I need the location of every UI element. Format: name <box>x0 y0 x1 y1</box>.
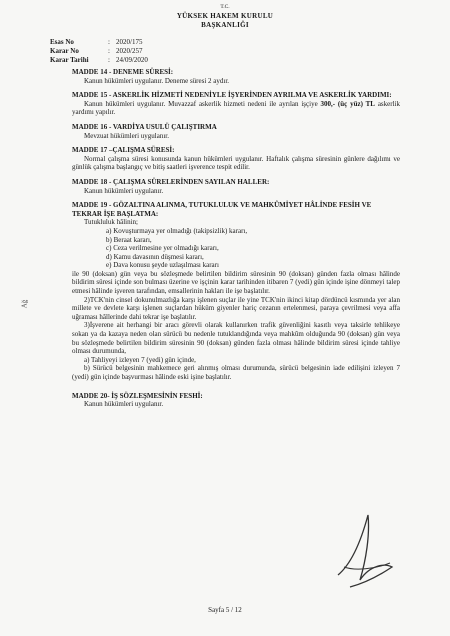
text-span: Kanun hükümleri uygulanır. Muvazzaf askerlik hizmeti nedeni ile ayrılan işçiye <box>84 99 321 108</box>
section-text-m15 <box>72 100 400 117</box>
section-text-m17: Normal çalışma süresi konusunda kanun hükümleri uygulanır. Haftalık çalışma süresinin günlere dağılımı ve günlük çalışma başlangıç ve bitiş saatleri işverence tespit edilir. <box>72 154 400 172</box>
meta-value: 2020/257 <box>116 47 143 55</box>
list-item: b) Beraat kararı, <box>106 235 152 244</box>
list-item: e) Dava konusu şeyde uzlaşılması kararı <box>106 261 219 270</box>
meta-colon: : <box>108 56 110 64</box>
meta-key: Esas No <box>50 38 74 46</box>
section-text-m20: Kanun hükümleri uygulanır. <box>84 400 164 409</box>
meta-key: Karar Tarihi <box>50 56 89 64</box>
page-number: Sayfa 5 / 12 <box>208 606 242 614</box>
meta-row <box>50 47 148 56</box>
section-paragraph: 3)İşverene ait herhangi bir aracı görevli olarak kullanırken trafik güvenliğini kasıtlı veya taksirle tehlikeye sokan ya da kazaya neden olan sürücü bu nedenle tutuklandığında veya mahkûm olduğunda 90 (doksan) gün veya bu sözleşmede belirtilen bildirim süresinin 90 (doksan) günden fazla olması hâlinde bildirim süresi içinde tahliye olması durumunda, <box>72 321 400 356</box>
section-intro-m19: Tutukluluk hâlinin; <box>84 218 139 227</box>
document-header <box>0 3 450 30</box>
list-item: a) Kovuşturmaya yer olmadığı (takipsizlik) kararı, <box>106 226 248 235</box>
meta-key: Karar No <box>50 47 79 55</box>
meta-row <box>50 56 148 65</box>
list-item: a) Tahliyeyi izleyen 7 (yedi) gün içinde, <box>84 355 196 364</box>
section-text-m16: Mevzuat hükümleri uygulanır. <box>84 131 169 140</box>
section-title-m18: MADDE 18 - ÇALIŞMA SÜRELERİNDEN SAYILAN HALLER: <box>72 177 270 186</box>
amount-text: 300,- (üç yüz) TL <box>320 99 375 108</box>
section-paragraph: ile 90 (doksan) gün veya bu sözleşmede belirtilen bildirim süresinin 90 (doksan) günden fazla olması hâlinde bildirim süresi içinde son bulması üzerine ve işçinin karar tarihinden itibaren 7 (yedi) gün içinde işine dönmeyi talep etmesi hâlinde işveren tarafından, emsallerinin hakları ile işe başlatılır. <box>72 269 400 296</box>
meta-row <box>50 38 148 47</box>
section-text-m18: Kanun hükümleri uygulanır. <box>84 186 164 195</box>
org-department: BAŞKANLIĞI <box>201 21 249 29</box>
section-text-m14: Kanun hükümleri uygulanır. Deneme süresi 2 aydır. <box>84 76 230 85</box>
case-meta <box>50 38 148 65</box>
document-body <box>72 68 400 409</box>
text-span: askerlik yardımı yapılır. <box>72 99 400 117</box>
section-title-m20: MADDE 20- İŞ SÖZLEŞMESİNİN FESHİ: <box>72 391 203 400</box>
meta-value: 24/09/2020 <box>116 56 148 64</box>
list-item: d) Kamu davasının düşmesi kararı, <box>106 252 204 261</box>
meta-colon: : <box>108 47 110 55</box>
section-paragraph: 2)TCK'nin cinsel dokunulmazlığa karşı işlenen suçlar ile yine TCK'nin ikinci kitap dördüncü kısmında yer alan millete ve devlete karşı işlenen suçlardan hüküm giyenler hariç cezanın ertelenmesi, paraya çevrilmesi veya affa uğraması hâllerinde dahi tekrar işe başlatılır. <box>72 295 400 321</box>
meta-value: 2020/175 <box>116 38 143 46</box>
tc-label: T.C. <box>220 4 230 10</box>
section-title-m17: MADDE 17 –ÇALIŞMA SÜRESİ: <box>72 146 175 155</box>
section-title-m14: MADDE 14 - DENEME SÜRESİ: <box>72 68 174 76</box>
meta-colon: : <box>108 38 110 46</box>
section-title-m15: MADDE 15 - ASKERLİK HİZMETİ NEDENİYLE İŞYERİNDEN AYRILMA VE ASKERLİK YARDIMI: <box>72 91 392 100</box>
list-item: c) Ceza verilmesine yer olmadığı kararı, <box>106 244 219 253</box>
handwritten-signature <box>330 505 400 595</box>
section-title-m16: MADDE 16 - VARDİYA USULÜ ÇALIŞTIRMA <box>72 122 217 131</box>
section-title-m19: MADDE 19 - GÖZALTINA ALINMA, TUTUKLULUK VE MAHKÛMİYET HÂLİNDE FESİH VE TEKRAR İŞE BAŞLATMA: <box>72 201 372 218</box>
section-paragraph: b) Sürücü belgesinin mahkemece geri alınmış olması durumunda, sürücü belgesinin iade edilişini izleyen 7 (yedi) gün içinde başvurması hâlinde eski işine başlatılır. <box>72 364 400 381</box>
margin-annotation: Ağ <box>20 299 29 309</box>
org-name: YÜKSEK HAKEM KURULU <box>176 12 274 20</box>
